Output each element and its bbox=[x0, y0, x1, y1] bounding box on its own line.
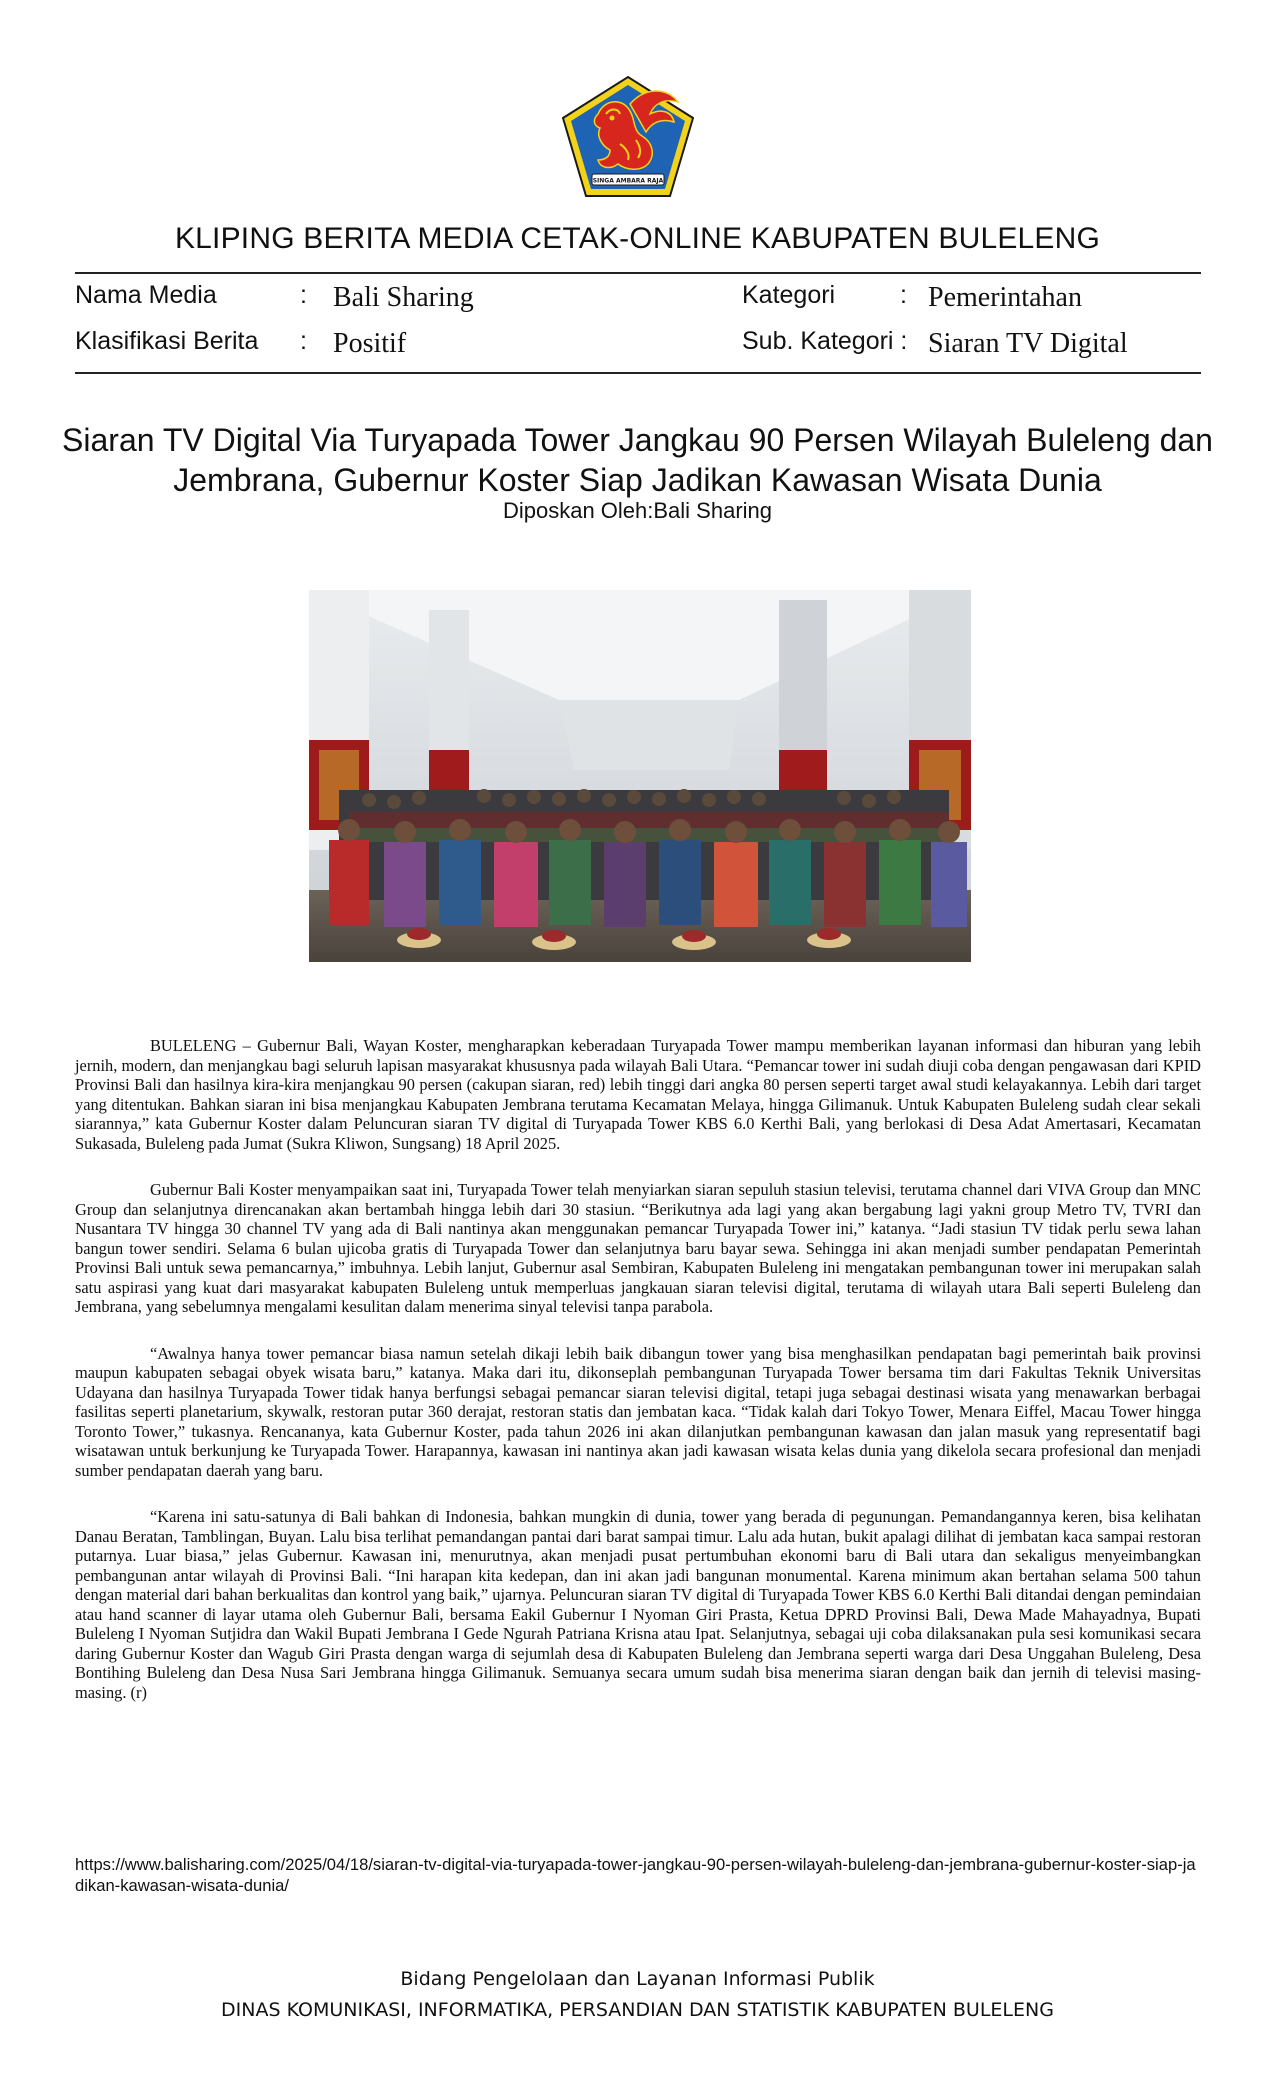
article-paragraph: “Awalnya hanya tower pemancar biasa namun setelah dikaji lebih baik dibangun tower yang bisa menghasilkan pendapatan bagi pemerintah baik provinsi maupun kabupaten sebagai obyek wisata baru,” katanya. Maka dari itu, dikonseplah pembangunan Turyapada Tower bersama tim dari Fakultas Teknik Universitas Udayana dan hasilnya Turyapada Tower tidak hanya berfungsi sebagai pemancar siaran televisi digital, tetapi juga sebagai destinasi wisata yang menawarkan berbagai fasilitas seperti planetarium, skywalk, restoran putar 360 derajat, restoran statis dan jembatan kaca. “Tidak kalah dari Tokyo Tower, Menara Eiffel, Macau Tower hingga Toronto Tower,” tukasnya. Rencananya, kata Gubernur Koster, pada tahun 2026 ini akan dilanjutkan pembangunan kawasan dan jalan masuk yang representatif bagi wisatawan untuk berkunjung ke Turyapada Tower. Harapannya, kawasan ini nantinya akan jadi kawasan wisata kelas dunia yang dikelola secara profesional dan menjadi sumber pendapatan daerah yang baru. bbox=[75, 1343, 1201, 1480]
article-body bbox=[75, 1036, 1201, 1729]
sub-kategori-label: Sub. Kategori : bbox=[742, 327, 908, 355]
kategori-value: Pemerintahan bbox=[928, 282, 1082, 313]
footer-division: Bidang Pengelolaan dan Layanan Informasi Publik bbox=[400, 1968, 875, 1990]
article-paragraph: BULELENG – Gubernur Bali, Wayan Koster, mengharapkan keberadaan Turyapada Tower mampu memberikan layanan informasi dan hiburan yang lebih jernih, modern, dan menjangkau bagi seluruh lapisan masyarakat khususnya pada wilayah Bali Utara. “Pemancar tower ini sudah diuji coba dengan pengawasan dari KPID Provinsi Bali dan hasilnya kira-kira menjangkau 90 persen (cakupan siaran, red) lebih tinggi dari angka 80 persen seperti target awal studi kelayakannya. Lebih dari target yang ditentukan. Bahkan siaran ini bisa menjangkau Kabupaten Jembrana terutama Kecamatan Melaya, hingga Gilimanuk. Untuk Kabupaten Buleleng sudah clear sekali siarannya,” kata Gubernur Koster dalam Peluncuran siaran TV digital di Turyapada Tower KBS 6.0 Kerthi Bali, yang berlokasi di Desa Adat Amertasari, Kecamatan Sukasada, Buleleng pada Jumat (Sukra Kliwon, Sungsang) 18 April 2025. bbox=[75, 1036, 1201, 1153]
nama-media-label: Nama Media bbox=[75, 281, 217, 309]
nama-media-colon: : bbox=[300, 281, 307, 309]
nama-media-value: Bali Sharing bbox=[333, 282, 474, 313]
header-bottom-rule bbox=[75, 372, 1201, 374]
footer-agency: DINAS KOMUNIKASI, INFORMATIKA, PERSANDIAN DAN STATISTIK KABUPATEN BULELENG bbox=[221, 1999, 1054, 2021]
buleleng-coat-of-arms-logo bbox=[560, 74, 696, 200]
sub-kategori-value: Siaran TV Digital bbox=[928, 328, 1128, 359]
article-paragraph: Gubernur Bali Koster menyampaikan saat ini, Turyapada Tower telah menyiarkan siaran sepuluh stasiun televisi, terutama channel dari VIVA Group dan MNC Group dan selanjutnya direncanakan akan bertambah hingga lebih dari 30 stasiun. “Berikutnya ada lagi yang akan bergabung lagi yakni group Metro TV, TVRI dan Nusantara TV hingga 30 channel TV yang ada di Bali nantinya akan menggunakan pemancar Turyapada Tower ini,” katanya. “Jadi stasiun TV tidak perlu sewa lahan bangun tower sendiri. Selama 6 bulan ujicoba gratis di Turyapada Tower dan selanjutnya baru bayar sewa. Sehingga ini akan menjadi sumber pendapatan Pemerintah Provinsi Bali untuk sewa pemancarnya,” imbuhnya. Lebih lanjut, Gubernur asal Sembiran, Kabupaten Buleleng ini mengatakan pembangunan tower ini merupakan salah satu aspirasi yang kuat dari masyarakat kabupaten Buleleng untuk memperluas jangkauan siaran televisi digital, terutama di wilayah utara Bali seperti Buleleng dan Jembrana, yang sebelumnya mengalami kesulitan dalam menerima sinyal televisi tanpa parabola. bbox=[75, 1180, 1201, 1316]
source-url: https://www.balisharing.com/2025/04/18/siaran-tv-digital-via-turyapada-tower-jangkau-90-persen-wilayah-buleleng-dan-jembrana-gubernur-koster-siap-jadikan-kawasan-wisata-dunia/ bbox=[75, 1855, 1196, 1895]
header-top-rule bbox=[75, 272, 1201, 274]
article-byline: Diposkan Oleh:Bali Sharing bbox=[502, 498, 773, 523]
kategori-colon: : bbox=[900, 281, 907, 309]
logo-motto: SINGA AMBARA RAJA bbox=[592, 177, 664, 185]
document-header-title: KLIPING BERITA MEDIA CETAK-ONLINE KABUPATEN BULELENG bbox=[174, 222, 1101, 255]
klasifikasi-berita-value: Positif bbox=[333, 328, 407, 359]
kategori-label: Kategori bbox=[742, 281, 836, 309]
klasifikasi-berita-colon: : bbox=[300, 327, 307, 355]
article-photo bbox=[309, 590, 971, 962]
article-paragraph: “Karena ini satu-satunya di Bali bahkan di Indonesia, bahkan mungkin di dunia, tower yang berada di pegunungan. Pemandangannya keren, bisa kelihatan Danau Beratan, Tamblingan, Buyan. Lalu bisa terlihat pemandangan pantai dari barat sampai timur. Lalu ada hutan, bukit apalagi dilihat di jembatan kaca sampai restoran putarnya. Luar biasa,” jelas Gubernur. Kawasan ini, menurutnya, akan menjadi pusat pertumbuhan ekonomi baru di Bali utara dan sekaligus menyeimbangkan pembangunan antar wilayah di Provinsi Bali. “Ini harapan kita kedepan, dan ini akan jadi bangunan monumental. Karena minimum akan bertahan selama 500 tahun dengan material dari bahan berkualitas dan kontrol yang baik,” ujarnya. Peluncuran siaran TV digital di Turyapada Tower KBS 6.0 Kerthi Bali ditandai dengan pemindaian atau hand scanner di layar utama oleh Gubernur Bali, bersama Eakil Gubernur I Nyoman Giri Prasta, Ketua DPRD Provinsi Bali, Dewa Made Mahayadnya, Bupati Buleleng I Nyoman Sutjidra dan Wakil Bupati Jembrana I Gede Ngurah Patriana Krisna atau Ipat. Selanjutnya, sebagai uji coba dilaksanakan pula sesi komunikasi secara daring Gubernur Koster dan Wagub Giri Prasta dengan warga di sejumlah desa di Kabupaten Buleleng dan Jembrana seperti warga dari Desa Unggahan Buleleng, Desa Bontihing Buleleng dan Desa Nusa Sari Jembrana hingga Gilimanuk. Semuanya secara umum sudah bisa menerima siaran dengan baik dan jernih di televisi masing-masing. (r) bbox=[75, 1507, 1201, 1702]
article-headline: Siaran TV Digital Via Turyapada Tower Jangkau 90 Persen Wilayah Buleleng dan Jembrana, Gubernur Koster Siap Jadikan Kawasan Wisata Dunia bbox=[62, 422, 1213, 498]
klasifikasi-berita-label: Klasifikasi Berita bbox=[75, 327, 259, 355]
